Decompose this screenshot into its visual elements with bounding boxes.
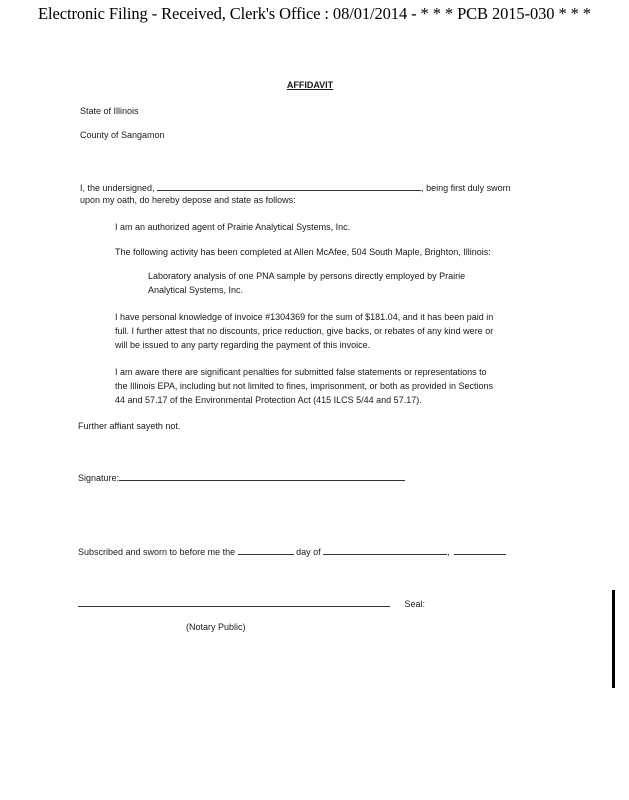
signature-row (78, 471, 405, 484)
month-blank[interactable] (323, 545, 447, 555)
filing-stamp-header: Electronic Filing - Received, Clerk's Office : 08/01/2014 - * * * PCB 2015-030 * * * (38, 4, 591, 23)
notary-public-label: (Notary Public) (186, 622, 246, 632)
invoice-line-1: I have personal knowledge of invoice #1304369 for the sum of $181.04, and it has been paid in (115, 312, 494, 322)
invoice-line-3: will be issued to any party regarding the payment of this invoice. (115, 340, 371, 350)
document-title: AFFIDAVIT (286, 80, 334, 90)
penalty-line-3: 44 and 57.17 of the Environmental Protection Act (415 ILCS 5/44 and 57.17). (115, 395, 422, 405)
subscribed-text: Subscribed and sworn to before me the (78, 547, 236, 557)
county-line: County of Sangamon (80, 130, 165, 140)
notary-signature-blank[interactable] (78, 597, 390, 607)
activity-detail-line-2: Analytical Systems, Inc. (148, 285, 244, 295)
undersigned-name-blank[interactable] (157, 181, 421, 191)
signature-blank[interactable] (119, 471, 405, 481)
intro-line-2: upon my oath, do hereby depose and state as follows: (80, 195, 296, 205)
intro-start-text: I, the undersigned, (80, 183, 155, 193)
activity-statement: The following activity has been completed at Allen McAfee, 504 South Maple, Brighton, Illinois: (115, 247, 491, 257)
further-affiant: Further affiant sayeth not. (78, 421, 181, 431)
state-line: State of Illinois (80, 106, 139, 116)
signature-label: Signature: (78, 473, 120, 483)
penalty-line-1: I am aware there are significant penalties for submitted false statements or representations to (115, 367, 487, 377)
subscribed-row (78, 545, 506, 558)
scan-edge-bar (612, 590, 615, 688)
day-blank[interactable] (238, 545, 294, 555)
penalty-line-2: the Illinois EPA, including but not limited to fines, imprisonment, or both as provided in Sections (115, 381, 494, 391)
activity-detail-line-1: Laboratory analysis of one PNA sample by persons directly employed by Prairie (148, 271, 466, 281)
seal-label: Seal: (404, 599, 426, 609)
year-blank[interactable] (454, 545, 506, 555)
invoice-line-2: full. I further attest that no discounts, price reduction, give backs, or rebates of any kind were or (115, 326, 494, 336)
intro-line-1 (80, 181, 511, 194)
comma-text: , (447, 547, 450, 557)
day-of-text: day of (296, 547, 321, 557)
agent-statement: I am an authorized agent of Prairie Analytical Systems, Inc. (115, 222, 351, 232)
intro-end-text: , being first duly sworn (421, 183, 511, 193)
notary-signature-row (78, 597, 425, 610)
